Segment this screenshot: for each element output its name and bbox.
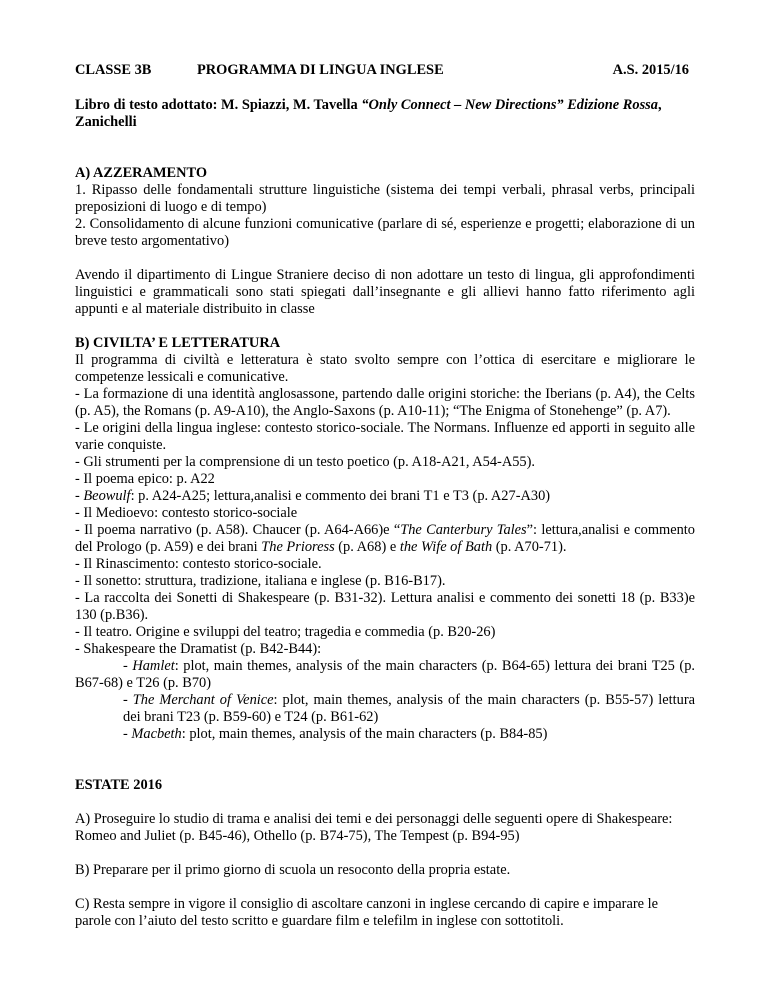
summer-item-b: B) Preparare per il primo giorno di scuola un resoconto della propria estate. [75, 862, 511, 878]
school-year: A.S. 2015/16 [612, 62, 689, 78]
list-item-merchant [75, 692, 695, 726]
list-item: - Gli strumenti per la comprensione di un testo poetico (p. A18-A21, A54-A55). [75, 454, 536, 470]
list-item: - Il Medioevo: contesto storico-sociale [75, 505, 298, 521]
list-text: : plot, main themes, analysis of the main characters (p. B84-85) [181, 726, 548, 742]
textbook-publisher: , Zanichelli [75, 97, 662, 130]
document-title: PROGRAMMA DI LINGUA INGLESE [197, 62, 444, 78]
list-item: - Il sonetto: struttura, tradizione, italiana e inglese (p. B16-B17). [75, 573, 446, 589]
work-title: The Merchant of Venice [132, 692, 274, 708]
summer-item-c: C) Resta sempre in vigore il consiglio di ascoltare canzoni in inglese cercando di capire e imparare le parole con l’aiuto del testo scritto e guardare film e telefilm in inglese con sottotitoli. [75, 896, 658, 929]
document-body [75, 62, 695, 930]
list-dash: - [123, 726, 132, 742]
list-text: : plot, main themes, analysis of the main characters (p. B64-65) lettura dei brani T25 (p. B67-68) e T26 (p. B70) [75, 658, 696, 691]
document-header [75, 62, 695, 79]
section-a-note: Avendo il dipartimento di Lingue Straniere deciso di non adottare un testo di lingua, gli approfondimenti linguistici e grammaticali sono stati spiegati dall’insegnante e gli allievi hanno fatto riferimento agli appunti e al materiale distribuito in classe [75, 267, 695, 317]
section-estate [75, 777, 695, 930]
summer-item-a: A) Proseguire lo studio di trama e analisi dei temi e dei personaggi delle seguenti opere di Shakespeare: Romeo and Juliet (p. B45-46), Othello (p. B74-75), The Tempest (p. B94-95) [75, 811, 673, 844]
section-a-item-2: 2. Consolidamento di alcune funzioni comunicative (parlare di sé, esperienze e progetti; elaborazione di un breve testo argomentativo) [75, 216, 695, 249]
textbook-title: “Only Connect – New Directions” Edizione Rossa [361, 97, 658, 113]
work-title: Hamlet [132, 658, 175, 674]
list-text: - Il poema narrativo (p. A58). Chaucer (p. A64-A66)e “ [75, 522, 401, 538]
list-item: - Le origini della lingua inglese: contesto storico-sociale. The Normans. Influenze ed apporti in seguito alle varie conquiste. [75, 420, 695, 453]
list-item-macbeth [75, 726, 695, 743]
list-dash: - [75, 488, 84, 504]
textbook-prefix: Libro di testo adottato: M. Spiazzi, M. Tavella [75, 97, 362, 113]
work-title: the Wife of Bath [399, 539, 493, 555]
section-b-heading: B) CIVILTA’ E LETTERATURA [75, 335, 281, 351]
list-item: - La raccolta dei Sonetti di Shakespeare (p. B31-32). Lettura analisi e commento dei sonetti 18 (p. B33)e 130 (p.B36). [75, 590, 695, 623]
list-text: (p. A70-71). [492, 539, 567, 555]
list-text: : p. A24-A25; lettura,analisi e commento dei brani T1 e T3 (p. A27-A30) [130, 488, 551, 504]
list-item: - Il poema epico: p. A22 [75, 471, 215, 487]
list-item: - Shakespeare the Dramatist (p. B42-B44): [75, 641, 322, 657]
list-text: (p. A68) e [334, 539, 400, 555]
list-item-chaucer [75, 522, 695, 556]
section-azzeramento [75, 165, 695, 318]
section-a-heading: A) AZZERAMENTO [75, 165, 208, 181]
list-item: - Il teatro. Origine e sviluppi del teatro; tragedia e commedia (p. B20-26) [75, 624, 496, 640]
list-text: ”: lettura,analisi e commento del Prologo (p. A59) e dei brani [75, 522, 696, 555]
section-civilta [75, 335, 695, 743]
list-item-beowulf [75, 488, 695, 505]
work-title: The Canterbury Tales [400, 522, 527, 538]
class-label: CLASSE 3B [75, 62, 152, 78]
textbook-line [75, 97, 695, 131]
section-b-intro: Il programma di civiltà e letteratura è stato svolto sempre con l’ottica di esercitare e migliorare le competenze lessicali e comunicative. [75, 352, 695, 385]
list-item: - La formazione di una identità anglosassone, partendo dalle origini storiche: the Iberians (p. A4), the Celts (p. A5), the Romans (p. A9-A10), the Anglo-Saxons (p. A10-11); “The Enigma of Stonehenge” (p. A7). [75, 386, 695, 419]
summer-heading: ESTATE 2016 [75, 777, 163, 793]
work-title: The Prioress [261, 539, 335, 555]
work-title: Beowulf [83, 488, 131, 504]
list-dash: - [123, 692, 133, 708]
list-text: : plot, main themes, analysis of the main characters (p. B55-57) lettura dei brani T23 (p. B59-60) e T24 (p. B61-62) [123, 692, 695, 725]
list-dash: - [123, 658, 133, 674]
list-item-hamlet [75, 658, 695, 692]
work-title: Macbeth [131, 726, 182, 742]
section-a-item-1: 1. Ripasso delle fondamentali strutture linguistiche (sistema dei tempi verbali, phrasal verbs, principali preposizioni di luogo e di tempo) [75, 182, 695, 215]
list-item: - Il Rinascimento: contesto storico-sociale. [75, 556, 322, 572]
